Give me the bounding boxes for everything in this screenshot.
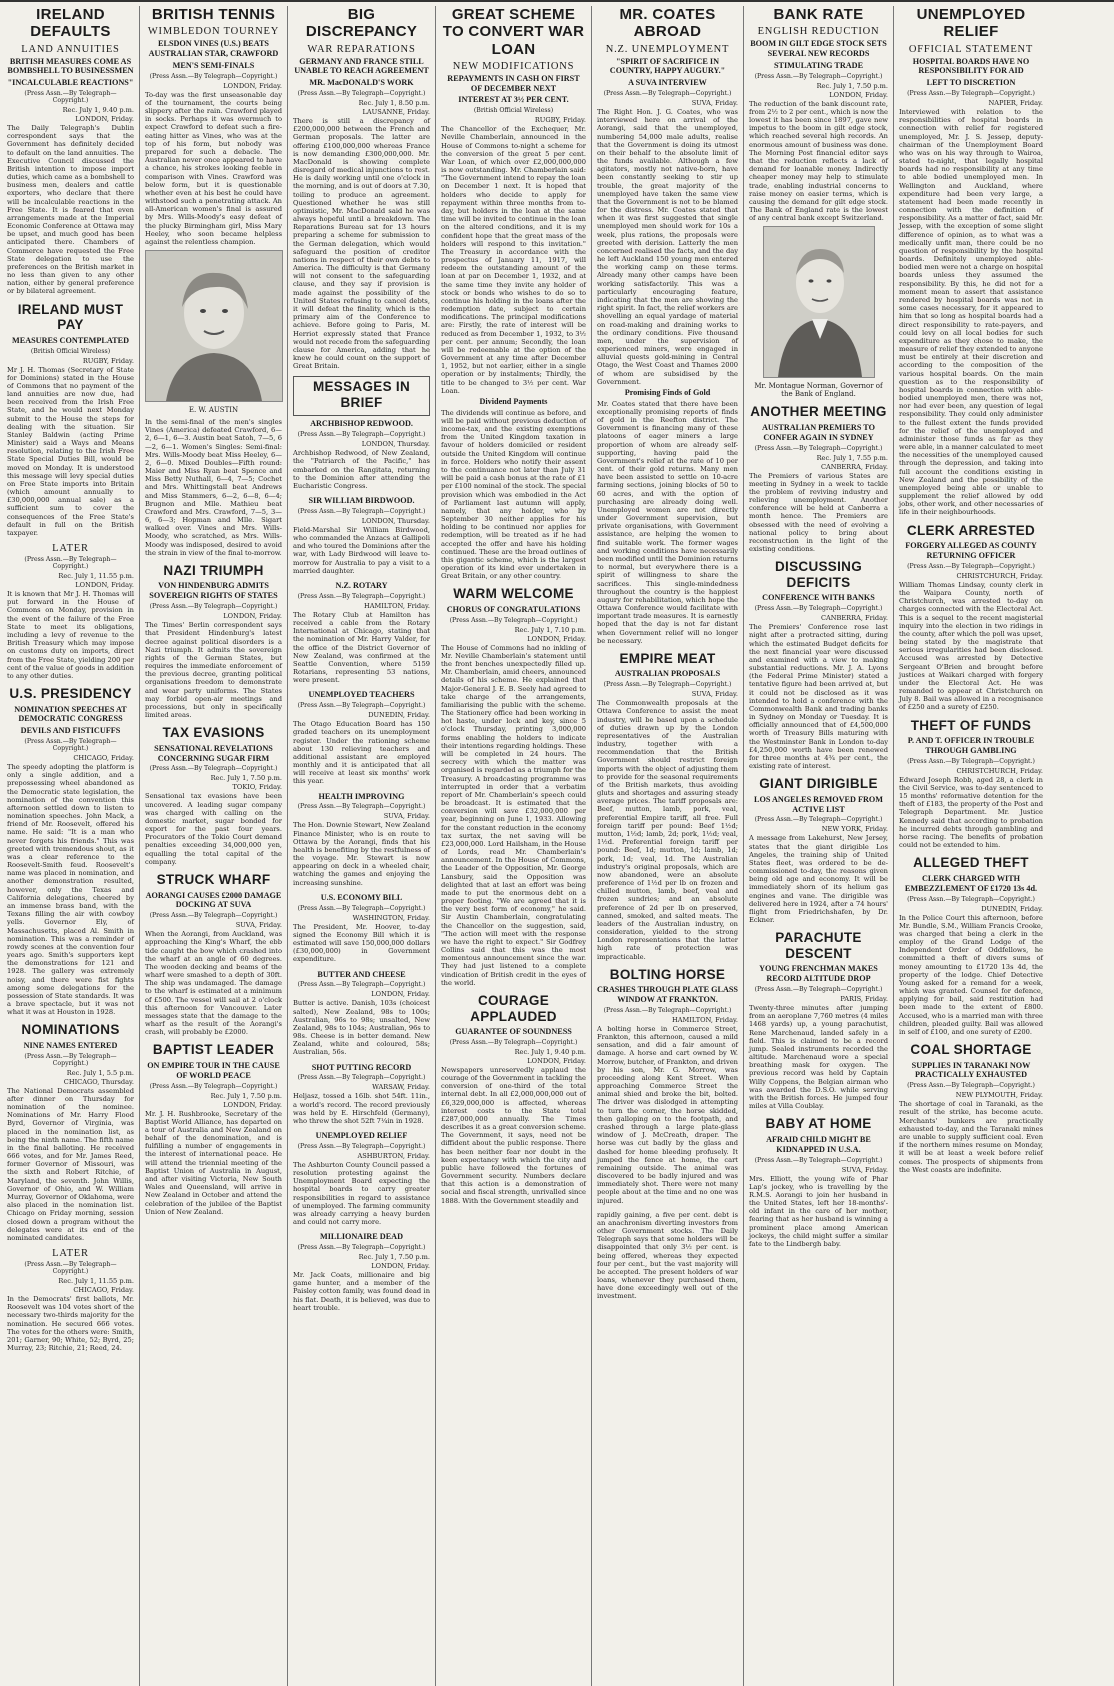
- portrait-photo: [763, 226, 875, 378]
- credit: (Press Assn.—By Telegraph—Copyright.): [149, 912, 278, 920]
- deck: AORANGI CAUSES £2000 DAMAGE DOCKING AT SUVA: [145, 890, 282, 910]
- deck-2: DEVILS AND FISTICUFFS: [20, 726, 121, 736]
- headline: MESSAGES IN BRIEF: [312, 379, 411, 410]
- article-body: It is known that Mr J. H. Thomas will put forward in the House of Commons on Monday, provision in the event of the failure of the Free State to meet its obligations, including a levy of revenue to the British Treasury which may impose on customs duty on imports, direct from the Free State, yielding 200 per cent of the value of goods in addition to any other duties.: [7, 590, 134, 680]
- brief-archbishop: [293, 419, 430, 490]
- article-warm-welcome: [441, 586, 586, 987]
- column-1: [2, 6, 140, 1686]
- received: Rec. July 1, 7.10 p.m.: [514, 625, 586, 634]
- brief-body: Heljasz, tossed a 16lb. shot 54ft. 11in., a world's record. The record previously was held by E. Hirschfeld (Germany), who threw the shot 52ft 7¼in in 1928.: [293, 1092, 430, 1125]
- article-unemployed-relief: [899, 6, 1043, 517]
- column-4: [436, 6, 592, 1686]
- credit: (Press Assn.—By Telegraph—Copyright.): [754, 72, 883, 80]
- brief-heading: ARCHBISHOP REDWOOD.: [310, 419, 413, 429]
- deck: NINE NAMES ENTERED: [23, 1040, 118, 1050]
- credit: (Press Assn.—By Telegraph—Copyright.): [297, 90, 426, 98]
- credit: (British Official Wireless): [473, 107, 554, 115]
- brief-body: Field-Marshal Sir William Birdwood, who commanded the Anzacs at Gallipoli and who toured the Dominions after the war, with Lady Birdwood will leave to-morrow for Australia to pay a visit to a married daughter.: [293, 525, 430, 575]
- received: Rec. July 1, 9.40 p.m.: [62, 106, 134, 115]
- credit: (Press Assn.—By Telegraph—Copyright.): [24, 1052, 117, 1067]
- credit: (Press Assn.—By Telegraph—Copyright.): [149, 72, 278, 80]
- credit: (Press Assn.—By Telegraph—Copyright.): [603, 1006, 732, 1014]
- credit: (Press Assn.—By Telegraph—Copyright.): [449, 616, 578, 624]
- headline: STRUCK WHARF: [156, 871, 271, 887]
- article-coal-shortage: [899, 1042, 1043, 1174]
- section-heading: Dividend Payments: [479, 396, 548, 406]
- received: Rec. July 1, 8.50 p.m.: [358, 99, 430, 108]
- article-war-loan-continued: [597, 1211, 738, 1301]
- portrait-photo: [145, 250, 283, 402]
- credit: (British Official Wireless): [30, 347, 111, 355]
- credit: (Press Assn.—By Telegraph—Copyright.): [297, 1142, 426, 1150]
- column-6: [744, 6, 894, 1686]
- dateline: WARSAW, Friday.: [372, 1083, 430, 1092]
- article-body: A message from Lakehurst, New Jersey, states that the giant dirigible Los Angeles, the training ship of United States fleet, was ordered to be de-commissioned to-day, the reasons given being old age and economy. It will be immediately shorn of its helium gas engines and vane. The dirigible was delivered here in 1924, after a 74 hours' flight from Friedrichshafen, by Dr. Eckner.: [749, 834, 888, 925]
- deck: MEASURES CONTEMPLATED: [12, 335, 129, 345]
- article-giant-dirigible: [749, 776, 888, 924]
- received: Rec. July 1, 7.50 p.m.: [210, 1091, 282, 1100]
- received: Rec. July 1, 9.40 p.m.: [514, 1047, 586, 1056]
- dateline: NEW PLYMOUTH, Friday.: [955, 1091, 1043, 1100]
- headline: ALLEGED THEFT: [913, 855, 1029, 871]
- headline: U.S. PRESIDENCY: [9, 686, 132, 702]
- portrait-illustration: [764, 227, 874, 377]
- headline: CLERK ARRESTED: [906, 522, 1036, 538]
- deck: AUSTRALIAN PREMIERS TO CONFER AGAIN IN SYDNEY: [762, 422, 875, 442]
- credit: (Press Assn.—By Telegraph—Copyright.): [754, 1156, 883, 1164]
- dateline: TOKIO, Friday.: [232, 783, 282, 792]
- article-body: Twenty-three minutes after jumping from an aeroplane 7,760 metres (4 miles 1468 yards) up, a young parachutist, Rene Marchenaud, landed safely in a field. This is claimed to be a record jump. Sealed instruments recorded the altitude. Marchenaud wore a special breathing mask for oxygen. The previous record was held by Captain Willy Coppens, the Belgian airman who was awarded the D.S.O. while serving with the British forces. He jumped four miles at Villa Coublay.: [749, 1004, 888, 1111]
- article-body: The speedy adopting the platform is only a single addition, and a prepossessing wheel abandoned as the Democratic state legislation, the nomination of the convention this afternoon settled down to listen to nomination speeches. John Mack, a friend of Mr. Roosevelt, offered his name. He said: "It is a man who never forgets his friends." This was greeted with tremendous shout, as it was a clear reference to the Roosevelt-Smith feud. Roosevelt's name was placed in nomination, and another demonstration resulted, however, only the Texas and California delegations, cheered by an immense brass band, with the Texans filling the air with cowboy yells. Governor Ely, of Massachusetts, placed Al. Smith in nomination. This was a reminder of rowdy scenes at the convention four years ago. Smith's supporters kept the demonstrations for 121 and 1928. The gallery was extremely noisy, and there were fist fights among some delegations for the possession of State standards. It was a brave spectacle, but it was not what it was at Houston in 1928.: [7, 763, 134, 1017]
- brief-body: Butter is active. Danish, 103s (choicest salted), New Zealand, 98s to 100s; Australian, 96s to 98s; unsalted, New Zealand, 98s to 104s; Australian, 96s to 98s. Cheese is in better demand. New Zealand, white and coloured, 58s; Australian, 56s.: [293, 999, 430, 1057]
- article-clerk-arrested: [899, 523, 1043, 712]
- article-body: A bolting horse in Commerce Street, Frankton, this afternoon, caused a mild sensation, and did a fair amount of damage. A horse and cart owned by W. Morrow, butcher, of Frankton, and driven by his son, Mr. G. Morrow, was proceeding along Kent Street. When approaching Commerce Street the animal shied and broke the bit, bolted. The driver was dislodged in attempting to turn the corner, the horse skidded, then galloping on to the footpath, and crashed through a large plate-glass window of J. McCreath, draper. The horse was cut badly by the glass and dashed for home bleeding profusely. It jumped the fence at home, the cart remaining outside. The animal was discovered to be badly injured and was immediately shot. There were not many people about at the time and no one was injured.: [597, 1024, 738, 1205]
- received: Rec. July 1, 11.55 p.m.: [58, 572, 134, 581]
- brief-heading: N.Z. ROTARY: [335, 580, 388, 590]
- credit: (Press Assn.—By Telegraph—Copyright.): [24, 738, 117, 753]
- headline: BABY AT HOME: [765, 1116, 872, 1132]
- brief-shot-put: [293, 1063, 430, 1126]
- credit: (Press Assn.—By Telegraph—Copyright.): [297, 431, 426, 439]
- dateline: DUNEDIN, Friday.: [981, 904, 1043, 913]
- deck: YOUNG FRENCHMAN MAKES RECORD ALTITUDE DROP: [759, 964, 878, 984]
- deck: BOOM IN GILT EDGE STOCK SETS SEVERAL NEW RECORDS: [750, 39, 887, 59]
- brief-economy-bill: [293, 893, 430, 964]
- deck: SUPPLIES IN TARANAKI NOW PRACTICALLY EXHAUSTED: [911, 1060, 1031, 1080]
- headline: PARACHUTE DESCENT: [775, 930, 862, 961]
- credit: (Press Assn.—By Telegraph—Copyright.): [754, 986, 883, 994]
- subheadline: LATER: [52, 1248, 89, 1260]
- deck: CRASHES THROUGH PLATE GLASS WINDOW AT FRANKTON.: [597, 985, 738, 1005]
- brief-heading: SHOT PUTTING RECORD: [311, 1062, 412, 1072]
- brief-body: Mr. Jack Coats, millionaire and big game hunter, and a member of the Paisley cotton family, was found dead in his flat. Death, it is believed, was due to heart trouble.: [293, 1271, 430, 1312]
- headline: EMPIRE MEAT: [619, 650, 716, 666]
- article-body: Newspapers unreservedly applaud the courage of the Government in tackling the conversion of one-third of the total internal debt. In all £2,000,000,000 out of £6,329,000,000 is affected, whereas interest costs to the State total £287,000,000 annually. The Times describes it as a great conversion scheme. The Government, it says, need not be diffident about the public response. There has been neither fear nor doubt in the keen expectancy with which the city and public have followed the fortunes of Government security. Numbers declare that this action is a demonstration of social and fiscal strength, unrivalled since 1888. With the Government steadily and: [441, 1065, 586, 1205]
- brief-heading: U.S. ECONOMY BILL: [320, 892, 403, 902]
- dateline: LONDON, Friday.: [371, 990, 430, 999]
- dateline: RUGBY, Friday.: [82, 356, 134, 365]
- article-body: In the Police Court this afternoon, before Mr. Bundle, S.M., William Francis Crooke, was charged that being a clerk in the employ of the Grand Lodge of the Independent Order of Oddfellows, he committed a theft of divers sums of money amounting to £1720 13s 4d, the property of the lodge. Chief Detective Young asked for a remand for a week, which was granted. Counsel for defence, applying for bail, said restitution had been made to the extent of £800. Accused, who is a married man with three children, pleaded guilty. Bail was allowed in self of £100, and one surety of £200.: [899, 913, 1043, 1036]
- deck: P. AND T. OFFICER IN TROUBLE THROUGH GAMBLING: [907, 736, 1035, 755]
- deck: CLERK CHARGED WITH EMBEZZLEMENT OF £1720 13s 4d.: [904, 873, 1038, 893]
- deck: "SPIRIT OF SACRIFICE IN COUNTRY, HAPPY AUGURY.": [609, 56, 726, 76]
- article-later-2: [7, 1248, 134, 1352]
- credit: (Press Assn.—By Telegraph—Copyright.): [149, 1082, 278, 1090]
- credit: (Press Assn.—By Telegraph—Copyright.): [297, 1244, 426, 1252]
- article-later-1: [7, 543, 134, 680]
- article-courage-applauded: [441, 993, 586, 1205]
- headline: NAZI TRIUMPH: [163, 562, 264, 578]
- dateline: LONDON, Friday.: [829, 90, 888, 99]
- credit: (Press Assn.—By Telegraph—Copyright.): [297, 803, 426, 811]
- deck-2: STIMULATING TRADE: [773, 60, 864, 70]
- dateline: CANBERRA, Friday.: [820, 462, 888, 471]
- deck: SENSATIONAL REVELATIONS CONCERNING SUGAR FIRM: [154, 743, 273, 763]
- dateline: HAMILTON, Friday.: [364, 601, 430, 610]
- deck: AFRAID CHILD MIGHT BE KIDNAPPED IN U.S.A.: [766, 1134, 871, 1154]
- headline: DISCUSSING DEFICITS: [774, 559, 862, 590]
- brief-heading: MILLIONAIRE DEAD: [319, 1232, 404, 1242]
- deck: GERMANY AND FRANCE STILL UNABLE TO REACH AGREEMENT: [294, 56, 429, 76]
- credit: (Press Assn.—By Telegraph—Copyright.): [907, 895, 1035, 903]
- dateline: CHICAGO, Friday.: [73, 1286, 134, 1295]
- article-theft-of-funds: [899, 718, 1043, 850]
- dateline: LAUSANNE, Friday.: [362, 108, 430, 117]
- brief-body: The Otago Education Board has 150 graded teachers on its unemployment register. Under the rationing scheme about 130 relieving teachers and additional assistant are employed monthly and it is anticipated that all will receive at least six months' work this year.: [293, 720, 430, 786]
- credit: (Press Assn.—By Telegraph—Copyright.): [907, 562, 1035, 570]
- credit: (Press Assn.—By Telegraph—Copyright.): [907, 90, 1035, 98]
- column-5: [592, 6, 744, 1686]
- brief-millionaire: [293, 1232, 430, 1312]
- article-body: When the Aorangi, from Auckland, was approaching the King's Wharf, the ebb tide caught the bow which crashed into the wharf at an angle of 60 degrees. The wooden decking and beams of the wharf were smashed to a depth of 30ft. The ship was undamaged. The damage to the wharf is estimated at a minimum of £500. The vessel will sail at 2 o'clock this afternoon for Vancouver. Later messages state that the damage to the wharf as the result of the Aorangi's crash, will probably be £2000.: [145, 930, 282, 1037]
- credit: (Press Assn.—By Telegraph—Copyright.): [907, 757, 1035, 765]
- deck-2: A SUVA INTERVIEW: [628, 78, 707, 88]
- deck: VON HINDENBURG ADMITS SOVEREIGN RIGHTS OF STATES: [149, 581, 278, 601]
- subheadline: WIMBLEDON TOURNEY: [147, 26, 280, 38]
- brief-heading: UNEMPLOYED RELIEF: [315, 1131, 408, 1141]
- deck: CONFERENCE WITH BANKS: [762, 593, 875, 603]
- article-body: rapidly gaining, a five per cent. debt is an anachronism diverting investors from other Government stocks. The Daily Telegraph says that some holders will be disappointed that only 3½ per cent. is being offered, whereas they expected four per cent., but the vast majority will be accepted. The present holders of war loans, whenever they purchased them, have done exceedingly well out of the investment.: [597, 1210, 738, 1301]
- deck: CHORUS OF CONGRATULATIONS: [446, 604, 581, 614]
- headline: BANK RATE: [773, 6, 864, 23]
- article-body: The Times' Berlin correspondent says that President Hindenburg's latest decree against political disorders is a Nazi triumph. It admits the sovereign rights of the German States, but requires the immediate enforcement of the previous decree, granting political organisations freedom to demonstrate and wear party uniforms. The States may forbid open-air meetings and processions, but only in specifically limited areas.: [145, 621, 282, 720]
- credit: (Press Assn.—By Telegraph—Copyright.): [149, 603, 278, 611]
- brief-heading: BUTTER AND CHEESE: [317, 969, 406, 979]
- credit: (Press Assn.—By Telegraph—Copyright.): [24, 1261, 117, 1276]
- headline: IRELAND MUST PAY: [17, 301, 124, 333]
- article-body-2: The dividends will continue as before, and will be paid without previous deduction of income-tax, and the existing exemptions from the United Kingdom taxation in favour of holders domiciled or resident outside the United Kingdom will continue in force. Holders who notify their assent to the continuance not later than July 31 will be paid a cash bonus at the rate of £1 per £100 nominal of the stock. The special provision which was embodied in the Act of Parliament last autumn will apply, namely, that any holder, who by September 30 neither applies for his holding to be continued nor applies for redemption, will be treated as if he had accepted the offer and have his holding continued. These are the broad outlines of this gigantic scheme, which is the largest operation of its kind ever undertaken in Great Britain, or any other country.: [441, 408, 586, 581]
- section-heading: Promising Finds of Gold: [624, 387, 711, 397]
- dateline: NEW YORK, Friday.: [821, 825, 888, 834]
- dateline: LONDON, Friday.: [75, 581, 134, 590]
- column-3: [288, 6, 436, 1686]
- credit: (Press Assn.—By Telegraph—Copyright.): [297, 1074, 426, 1082]
- dateline: CHICAGO, Thursday.: [63, 1077, 134, 1086]
- headline: BIG DISCREPANCY: [305, 6, 418, 41]
- received: Rec. July 1, 7.50 p.m.: [210, 774, 282, 783]
- article-body: The reduction of the bank discount rate, from 2½ to 2 per cent., which is now the lowest it has been since 1897, gave new impetus to the boom in gilt edge stock, which reached several high records. An enormous amount of business was done. The Morning Post financial editor says that the reduction reflects a lack of demand for loanable money. Indirectly cheaper money may help to stimulate trade, enabling industrial concerns to raise money on easier terms, which is causing the demand for gilt edge stock. The Bank of England rate is the lowest of any central bank except Switzerland.: [749, 99, 888, 223]
- dateline: LONDON, Thursday.: [361, 516, 430, 525]
- credit: (Press Assn.—By Telegraph—Copyright.): [297, 507, 426, 515]
- column-7: [894, 6, 1048, 1686]
- headline: GIANT DIRIGIBLE: [759, 776, 878, 792]
- article-body: Mrs. Elliott, the young wife of Phar Lap's jockey, who is travelling by the R.M.S. Aorangi to join her husband in the United States, left her 18-months'-old infant in the care of her mother, fearing that as her husband is winning a prominent place among American jockeys, the child might suffer a similar fate to the Lindbergh baby.: [749, 1174, 888, 1248]
- photo-caption: Mr. Montague Norman, Governor of the Bank of England.: [754, 382, 883, 399]
- article-bolting-horse: [597, 967, 738, 1205]
- article-body: There is still a discrepancy of £200,000,000 between the French and German proposals. The latter are offering £100,000,000 whereas France is now demanding £300,000,000. Mr. MacDonald is showing complete disregard of medical injunctions to rest. He is daily working until one o'clock in the morning, and is out of doors at 7.30, toiling to produce an agreement. Questioned whether he was still optimistic, Mr. MacDonald said he was always hopeful until a breakdown. The Reparations Bureau sat for 13 hours preparing a scheme for submission to the German delegation, which would safeguard the position of creditor nations in respect of their own debts to America. The difficulty is that Germany will not consent to the safeguarding clause, and they say if provision is made against the possibility of the United States refusing to cancel debts, it will defeat the finality, which is the primary aim of the Conference to achieve. Before going to Paris, M. Herriot expressly stated that France would not recede from the safeguarding clause for America, adding that he knew he could count on the support of Great Britain.: [293, 117, 431, 371]
- subheadline: LATER: [52, 543, 89, 555]
- deck: REPAYMENTS IN CASH ON FIRST OF DECEMBER NEXT: [447, 73, 580, 93]
- article-body-2: Mr. Coates stated that there have been exceptionally promising reports of finds of gold in the Reefton district. The Government is financing many of these platoons of eager miners a large proportion of whom are already self-supporting, having paid the Government's relief at the rate of 10 per cent. of their gold returns. Many men have been assisted to settle on 10-acre farming sections, joining blocks of 50 to 60 acres, and with the option of purchasing are already doing well. Unemployed women are not directly under Government supervision, but private organisations, with Government assistance, are helping the women to find suitable work. The former wages and working conditions have necessarily been modified until the Dominion returns to normal, but everywhere there is a spirit of willingness to share the sacrifices. This single-mindedness throughout the country is the happiest augury for rehabilitation, which hope the Ottawa Conference would facilitate with important trade measures. It is earnestly hoped that the day is not far distant when Government relief will no longer be necessary.: [597, 399, 738, 645]
- brief-health: [293, 792, 430, 887]
- article-body: Interviewed with relation to the responsibilities of hospital boards in connection with relief for registered unemployed, Mr. J. S. Jessep, deputy-chairman of the Unemployment Board who was on his way through to Wairoa, stated to-night, that legally hospital boards had no responsibility at any time to able bodied unemployed men. In Wellington and Auckland, where expenditure had been very large, a statement had been made recently in connection with the definition of responsibility. As a matter of fact, said Mr. Jessep, with the exception of some slight difference of opinion, as to what was a medically unfit man, there could be no question of responsibility by the hospital boards. Definitely unemployed able-bodied men were not a charge on hospital boards unless they assumed the responsibility. By this, he did not for a moment mean to assert that assistance rendered by hospital boards was not in some cases necessary, for it appeared to him that so long as hospital boards had a direct responsibility to rate-payers, and could levy on all local bodies for such expenditure as they chose to make, the measure of relief they extended to anyone must be entirely at their discretion and according to the composition of the various hospital boards. On the main question as to the responsibility of hospital boards in connection with able-bodied unemployed men, there was not, nor had ever been, any question of legal responsibility. They could only administer to the fullest extent the funds provided for the relief of the unemployed and administer those funds as far as they were able, in a manner calculated to meet the necessities of the unemployed caused through the depression, and taking into full account the conditions existing in New Zealand and the possibility of the unemployed being able or unable to supplement the relief allowed by odd jobs, other work, and other necessaries of life in their neighbourhoods.: [899, 108, 1043, 517]
- dateline: SUVA, Friday.: [383, 812, 430, 821]
- brief-body: The President, Mr. Hoover, to-day signed the Economy Bill which it is estimated will save 150,000,000 dollars (£30,000,000) in Government expenditure.: [293, 922, 430, 964]
- credit: (Press Assn.—By Telegraph—Copyright.): [754, 444, 883, 452]
- article-baby-at-home: [749, 1116, 888, 1248]
- dateline: CHRISTCHURCH, Friday.: [956, 766, 1043, 775]
- article-body: The House of Commons had no inkling of Mr. Neville Chamberlain's statement until the front benches unexpectedly filled up. Mr. Chamberlain, amid cheers, announced details of his scheme. He explained that Major-General J. E. B. Seely had agreed to take charge of the arrangements, familiarising the public with the scheme. The Stationery office had been working in hot haste, under lock and key, since 5 o'clock Thursday, printing 3,000,000 forms enabling the holders to indicate their intentions regarding holdings. These will be completed in 24 hours. The secrecy with which the matter was organised is regarded as a triumph for the Treasury. A broadcasting programme was interrupted in order that a verbatim report of Mr. Chamberlain's speech could be broadcast. It is estimated that the conversion will save £32,000,000 per year, beginning on June 1, 1933. Allowing for the constant reduction in the economy tax surtax, the net saving will be £23,000,000. Lord Hailsham, in the House of Lords, read Mr. Chamberlain's announcement. In the House of Commons, the Leader of the Opposition, Mr. George Lansbury, said the Opposition was delighted that at last an effort was being made to put the enormous debt on a proper footing. "We are agreed that it is the very best form of economy," he said. Sir Austin Chamberlain, congratulating the Chancellor on the suggestion, said, "The action will meet with the response we have the right to expect." Sir Godfrey Collins said that this was the most momentous announcement since the war. They had just listened to a complete vindication of British credit in the eyes of the world.: [441, 643, 586, 987]
- headline: TAX EVASIONS: [162, 725, 265, 741]
- article-body: The Chancellor of the Exchequer, Mr. Neville Chamberlain, announced in the House of Commons to-night a scheme for the conversion of the great 5 per cent. War Loan, of which over £2,000,000,000 is now outstanding. Mr. Chamberlain said: "The Government intend to repay the loan on December 1 next. It is hoped that holders who decide to apply for repayment within three months from to-day, but holders in the loan at the same time will be invited to continue in the loan on the altered conditions, and it is my confident hope that the great mass of the holders will respond to this invitation." The Treasury in accordance with the prospectus of January 11, 1917, will redeem the outstanding amount of the loan at par on December 1, 1932, and at the same time they invite any holder of stock or bonds who wishes to do so to continue his holding in the loans after the redemption date, subject to certain modifications. The principal modifications are: Firstly, the rate of interest will be reduced as from December 1, 1932, to 3½ per cent. per annum; Secondly, the loan will be redeemable at the option of the Government at any time after December 1, 1952, but not earlier, either in a single operation or by instalments; Thirdly, the title to be changed to 3½ per cent. War Loan.: [441, 125, 586, 395]
- brief-teachers: [293, 690, 430, 785]
- article-big-discrepancy: [293, 6, 430, 370]
- article-body: The Premiers of various States are meeting in Sydney in a week to tackle the problem of reviving industry and relieving unemployment. Another conference will be held at Canberra a month hence. The Premiers are obsessed with the need of evolving a national policy to bring about reconstruction in the light of the existing conditions.: [749, 471, 888, 554]
- dateline: CHICAGO, Friday.: [73, 754, 134, 763]
- credit: (Press Assn.—By Telegraph—Copyright.): [149, 765, 278, 773]
- photo-caption: E. W. AUSTIN: [188, 406, 239, 415]
- headline: NOMINATIONS: [21, 1022, 120, 1038]
- brief-unemployed-relief: [293, 1131, 430, 1226]
- dateline: LONDON, Friday.: [371, 1262, 430, 1271]
- article-body: In the Democrats' first ballots, Mr. Roosevelt was 104 votes short of the necessary two-thirds majority for the nomination. He secured 666 votes. The votes for the others were: Smith, 201; Garner, 90; White, 52; Byrd, 25; Murray, 23; Ritchie, 21; Reed, 24.: [7, 1295, 134, 1353]
- dateline: SUVA, Friday.: [691, 690, 738, 699]
- dateline: SUVA, Friday.: [841, 1165, 888, 1174]
- received: Rec. July 1, 7.50 p.m.: [816, 81, 888, 90]
- headline: WARM WELCOME: [453, 586, 574, 602]
- brief-body: Archbishop Redwood, of New Zealand, the "Patriarch of the Pacific," has embarked on the Rangitata, returning to the Dominion after attending the Eucharistic Congress.: [293, 449, 430, 490]
- deck: ELSDON VINES (U.S.) BEATS AUSTRALIAN STAR, CRAWFORD: [148, 39, 279, 59]
- dateline: LONDON, Friday.: [223, 1100, 282, 1109]
- dateline: PARIS, Friday.: [840, 995, 888, 1004]
- dateline: HAMILTON, Friday.: [672, 1015, 738, 1024]
- deck: HOSPITAL BOARDS HAVE NO RESPONSIBILITY FOR AID: [912, 56, 1030, 76]
- article-coates-abroad: [597, 6, 738, 645]
- dateline: DUNEDIN, Friday.: [368, 711, 430, 720]
- article-nominations: [7, 1022, 134, 1242]
- dateline: RUGBY, Friday.: [534, 116, 586, 125]
- brief-heading: SIR WILLIAM BIRDWOOD.: [308, 496, 415, 506]
- dateline: NAPIER, Friday.: [988, 99, 1043, 108]
- headline: MR. COATES ABROAD: [619, 6, 716, 41]
- received: Rec. July 1, 5.5 p.m.: [66, 1068, 134, 1077]
- dateline: CANBERRA, Friday.: [820, 614, 888, 623]
- headline: BOLTING HORSE: [609, 966, 726, 982]
- article-discussing-deficits: [749, 559, 888, 770]
- credit: (Press Assn.—By Telegraph—Copyright.): [754, 816, 883, 824]
- brief-body: The Hon. Downie Stewart, New Zealand Finance Minister, who is en route to Ottawa by the Aorangi, finds that his health is benefiting by the restfulness of the voyage. Mr. Stewart is now appearing on deck in a wheeled chair, watching the games and enjoying the increasing sunshine.: [293, 821, 430, 887]
- article-empire-meat: [597, 651, 738, 961]
- dateline: LONDON, Friday.: [223, 81, 282, 90]
- article-body: The Daily Telegraph's Dublin correspondent says that the Government has definitely decided to default on the land annuities. The Executive Council discussed the British intention to impose import duties, which came as a bombshell to business men, dealers and cattle exporters, who declare that there will be incalculable reactions in the Free State. It is feared that even arrangements made at the Imperial Economic Conference at Ottawa may be upset, and much good has been anticipated there. Chambers of Commerce have requested the Free State delegation to use the preferences on the British market in no less than given to any other nation, either by general preference or by bilateral agreement.: [7, 124, 134, 296]
- deck-2: MR. MacDONALD'S WORK: [309, 78, 414, 88]
- portrait-illustration: [146, 251, 282, 401]
- dateline: CHRISTCHURCH, Friday.: [956, 571, 1043, 580]
- article-alleged-theft: [899, 855, 1043, 1036]
- article-body: Mr J. H. Thomas (Secretary of State for Dominions) stated in the House of Commons that no payment of the land annuities are now due, had been received from the Irish Free State, and he would next Monday submit to the House the steps for dealing with the situation. Sir Stanley Baldwin (acting Prime Minister) said a Ways and Means resolution, relating to the Irish Free State Special Duties Bill, would be moved on Monday. It is understood this message will levy special duties on Free State imports into Britain (which amount annually to £30,000,000 annual sale) as a sufficient sum to cover the consequences of the Free State's default in full on the British taxpayer.: [7, 365, 134, 537]
- headline: ANOTHER MEETING: [750, 404, 887, 420]
- dateline: ASHBURTON, Friday.: [357, 1151, 430, 1160]
- credit: (Press Assn.—By Telegraph—Copyright.): [24, 90, 117, 105]
- article-british-tennis: [145, 6, 282, 557]
- headline: BRITISH TENNIS: [151, 6, 276, 23]
- article-ireland-defaults: [7, 6, 134, 296]
- headline: COURAGE APPLAUDED: [470, 992, 557, 1024]
- article-body: The National Democrats assembled after dinner on Thursday for nomination of the nominee. Nominations of Mr. Harry Flood Byrd, Governor of Virginia, was placed in the nomination list, as being the ninth name. The fifth name in the final balloting. He received 666 votes, and for Mr. James Reed, former Governor of Missouri, was the sixth and Robert Ritchie, of Maryland, the seventh. John Willis, Governor of Ohio, and W. William Murray, Governor of Oklahoma, were also placed in the nomination list. Chicago on Friday morning, session closed down a program without the delegates were at its end of the nominated candidates.: [7, 1086, 134, 1242]
- credit: (Press Assn.—By Telegraph—Copyright.): [297, 904, 426, 912]
- brief-rotary: [293, 581, 430, 684]
- deck: GUARANTEE OF SOUNDNESS: [455, 1027, 572, 1037]
- article-tax-evasions: [145, 725, 282, 866]
- article-body: To-day was the first unseasonable day of the tournament, the courts being slippery after the rain. Crawford played in socks. Perhaps it was overmuch to expect Crawford to defeat such a fire-eating hitter as Vines, who was at the top of his form, but nobody was prepared for such a debacle. The Australian never once appeared to have a chance, his strokes looking feeble in comparison with Vines. Crawford was below form, but it is questionable whether even at his best he could have withstood such a penetrating attack. An all-American women's final is assured by Mrs. Wills-Moody's easy defeat of the plucky Birmingham girl, Miss Mary Heeley, who soon became helpless against the relentless champion.: [145, 90, 282, 246]
- article-messages-in-brief: [293, 376, 430, 416]
- subheadline: N.Z. UNEMPLOYMENT: [605, 43, 730, 55]
- subheadline: LAND ANNUITIES: [21, 43, 120, 55]
- article-body: William Thomas Lindsay, county clerk in the Waipara County, north of Christchurch, was arrested to-day on charges connected with the Electoral Act. This is a sequel to the recent magisterial inquiry into the election in two ridings in the county, after which the poll was upset, being stated by the magistrate that serious irregularities had been disclosed. Accused was arrested by Detective Sergeant O'Brien and brought before justices at Waikari charged with forgery under the Electoral Act. He was remanded to appear at Christchurch on July 8. Bail was allowed in a recognisance of £250 and a surety of £250.: [899, 580, 1043, 712]
- article-body: Edward Joseph Robb, aged 28, a clerk in the Civil Service, was to-day sentenced to 15 months' reformative detention for the theft of £183, the property of the Post and Telegraph Department. Mr. Justice Kennedy said that according to probation he incurred debts through gambling and horse racing. The benefits of probation could not be extended to him.: [899, 775, 1043, 850]
- deck: FORGERY ALLEGED AS COUNTY RETURNING OFFICER: [905, 541, 1037, 560]
- article-war-loan: [441, 6, 586, 580]
- headline: UNEMPLOYED RELIEF: [916, 6, 1026, 41]
- received: Rec. July 1, 7.50 p.m.: [358, 1253, 430, 1262]
- article-us-presidency: [7, 686, 134, 1016]
- dateline: LONDON, Friday.: [223, 612, 282, 621]
- credit: (Press Assn.—By Telegraph—Copyright.): [449, 1038, 578, 1046]
- dateline: LONDON, Friday.: [527, 634, 586, 643]
- deck: ON EMPIRE TOUR IN THE CAUSE OF WORLD PEACE: [147, 1060, 280, 1080]
- credit: (Press Assn.—By Telegraph—Copyright.): [24, 556, 117, 571]
- dateline: LONDON, Friday.: [75, 115, 134, 124]
- credit: (Press Assn.—By Telegraph—Copyright.): [754, 605, 883, 613]
- article-bank-rate: [749, 6, 888, 398]
- dateline: LONDON, Friday.: [527, 1056, 586, 1065]
- credit: (Press Assn.—By Telegraph—Copyright.): [297, 702, 426, 710]
- deck: LOS ANGELES REMOVED FROM ACTIVE LIST: [754, 794, 883, 814]
- article-another-meeting: [749, 404, 888, 553]
- dateline: WASHINGTON, Friday.: [352, 913, 430, 922]
- article-struck-wharf: [145, 872, 282, 1036]
- deck-2: LEFT TO DISCRETION: [926, 78, 1016, 88]
- subheadline: WAR REPARATIONS: [307, 43, 416, 55]
- credit: (Press Assn.—By Telegraph—Copyright.): [603, 90, 732, 98]
- subheadline: NEW MODIFICATIONS: [452, 60, 575, 72]
- dateline: SUVA, Friday.: [235, 921, 282, 930]
- credit: (Press Assn.—By Telegraph—Copyright.): [297, 592, 426, 600]
- subheadline: ENGLISH REDUCTION: [757, 26, 880, 38]
- deck: NOMINATION SPEECHES AT DEMOCRATIC CONGRESS: [14, 704, 127, 724]
- dateline: SUVA, Friday.: [691, 99, 738, 108]
- dateline: LONDON, Thursday.: [361, 440, 430, 449]
- article-body: The Commonwealth proposals at the Ottawa Conference to assist the meat industry, will be based upon a schedule of duties drawn up by the London representatives of the Australian industry, together with a recommendation that the British Government should restrict foreign imports with the object of adjusting them to provide for the seasonal requirements of the British markets, thus avoiding gluts and shortages and assuring steady average prices. The tariff proposals are: Beef, mutton, lamb, pork, veal, preferential Empire tariff, all free. Full foreign tariff per pound: Beef 1½d; mutton, 1½d; lamb, 2d; pork, 1½d; veal, 1½d. Preferential foreign tariff per pound: Beef, 1d; mutton, 1d; lamb, 1d; pork, 1d; veal, 1d. The Australian industry's original proposals, which are now abandoned, were an absolute preference of 1½d per lb on frozen and chilled mutton, lamb, beef, veal and frozen sundries; and an absolute preference of 2d per lb on preserved, canned, smoked, and salted meats. The leaders of the Australian industry, on consideration, yielded to the strong London representations that the latter high rate of protection was impracticable.: [597, 699, 738, 961]
- article-body: Mr. J. H. Rushbrooke, Secretary of the Baptist World Alliance, has departed on a tour of Australia and New Zealand on behalf of the denomination, and is fulfilling a number of engagements in the interest of international peace. He will attend the triennial meeting of the Baptist Union of Australia in August, and after visiting Victoria, New South Wales and Queensland, will arrive in New Zealand in October and attend the celebration of the jubilee of the Baptist Union of New Zealand.: [145, 1109, 282, 1216]
- brief-butter: [293, 970, 430, 1057]
- credit: (Press Assn.—By Telegraph—Copyright.): [297, 981, 426, 989]
- article-baptist-leader: [145, 1042, 282, 1215]
- deck: BRITISH MEASURES COME AS BOMBSHELL TO BUSINESSMEN: [7, 56, 134, 76]
- brief-body: The Rotary Club at Hamilton has received a cable from the Rotary International at Chicago, stating that the nomination of Mr. Harry Valder, for the office of the District Governor of New Zealand, was confirmed at the Seattle Convention, where 5159 Rotarians, representing 53 nations, were present.: [293, 610, 430, 685]
- article-ireland-must-pay: [7, 302, 134, 537]
- column-2: [140, 6, 288, 1686]
- brief-heading: HEALTH IMPROVING: [318, 791, 405, 801]
- headline: BAPTIST LEADER: [152, 1042, 275, 1058]
- article-body-2: In the semi-final of the men's singles Vines (America) defeated Crawford, 6—2, 6—1, 6—3. Austin beat Satoh, 7—5, 6—2, 6—1. Women's Singles: Semi-final: Mrs. Wills-Moody beat Miss Heeley, 6—2, 6—0. Mixed Doubles—Fifth round: Maier and Miss Ryan beat Spence and Miss Betty Nuthall, 6—4, 7—5; Cochet and Mrs. Whittingstall beat Andrews and Miss Stammers, 6—2, 6—8, 6—4; Brugnon and Mlle. Mathieu beat Crawford and Mrs. Crawford, 7—5, 3—6, 6—3; Hopman and Mlle. Sigart walked over. Vines and Mrs. Wills-Moody, who scratched, as Mrs. Wills-Moody was indisposed, desired to avoid the strain in view of the final to-morrow.: [145, 418, 282, 557]
- headline: IRELAND DEFAULTS: [30, 6, 111, 41]
- deck-quote: "INCALCULABLE REACTIONS": [7, 78, 134, 88]
- brief-body: The Ashburton County Council passed a resolution protesting against the Unemployment Board expecting the hospital boards to carry greater responsibilities in regard to assistance of unemployed. The farming community was already carrying a heavy burden and could not carry more.: [293, 1160, 430, 1227]
- deck-2: INTEREST AT 3½ PER CENT.: [458, 95, 569, 105]
- article-body: The Premiers' Conference rose last night after a protracted sitting, during which the estimated Budget deficits for the next financial year were discussed and examined with a view to making substantial reductions. Mr. J. A. Lyons (the Federal Prime Minister) stated a tentative figure had been arrived at, but it could not be disclosed as it was intended to hold a conference with the Commonwealth Bank and trading banks in Sydney on Monday or Tuesday. It is officially announced that of £4,500,000 worth of Treasury Bills maturing with the Westminster Bank in London to-day £4,250,000 worth have been renewed for three months at 4¾ per cent., the existing rate of interest.: [749, 623, 888, 771]
- deck: AUSTRALIAN PROPOSALS: [614, 669, 721, 679]
- headline: GREAT SCHEME TO CONVERT WAR LOAN: [442, 6, 585, 58]
- headline: THEFT OF FUNDS: [910, 717, 1032, 733]
- deck-2: MEN'S SEMI-FINALS: [172, 60, 255, 70]
- article-nazi-triumph: [145, 563, 282, 719]
- received: Rec. July 1, 11.55 p.m.: [58, 1277, 134, 1286]
- credit: (Press Assn.—By Telegraph—Copyright.): [907, 1082, 1035, 1090]
- credit: (Press Assn.—By Telegraph—Copyright.): [603, 681, 732, 689]
- headline: COAL SHORTAGE: [910, 1042, 1032, 1058]
- article-body: Sensational tax evasions have been uncovered. A leading sugar company was charged with calling on the domestic market, sugar bonded for export for the past four years. Procurators of the Tokio Court demand penalties exceeding 34,000,000 yen, equalling the total capital of the company.: [145, 792, 282, 866]
- article-body: The Right Hon. J. G. Coates, who was interviewed here on arrival of the Aorangi, said that the unemployed, numbering 54,000 male adults, realise that the Government is doing its utmost on their behalf to the absolute limit of the funds available. Although a few agitators, mostly not native-born, have been constantly seeking to stir up trouble, the great majority of the unemployed have taken the same view that the Government is not to be blamed for the distress. Mr. Coates stated that when it was first suggested that single unemployed men should work for 10s a week, plus rations, the proposals were greeted with derision. Latterly the men concerned realised the facts, and the day he left Auckland 150 young men entered the working camp on these terms. Already many other camps have been working satisfactorily. This was a particularly encouraging feature, indicating that the men are showing the right spirit. In fact, the relief workers are shovelling an equal yardage of material on road-making and draining works to the ordinary conditions. Five thousand men, under the supervision of experienced miners, were engaged in alluvial quests gold-mining in Central Otago, the West Coast and Thames 2000 of whom are subsidised by the Government.: [597, 108, 739, 386]
- article-parachute-descent: [749, 930, 888, 1110]
- subheadline: OFFICIAL STATEMENT: [908, 43, 1034, 55]
- received: Rec. July 1, 7.55 p.m.: [816, 453, 888, 462]
- brief-heading: UNEMPLOYED TEACHERS: [308, 690, 415, 700]
- article-body: The shortage of coal in Taranaki, as the result of the strike, has become acute. Merchants' bunkers are practically exhausted to-day, and the Taranaki mines are unable to supply sufficient coal. Even if the northern mines resume on Monday, it will be at least a week before relief comes. The prospects of shipments from the West coasts are indefinite.: [899, 1100, 1043, 1174]
- brief-birdwood: [293, 496, 430, 575]
